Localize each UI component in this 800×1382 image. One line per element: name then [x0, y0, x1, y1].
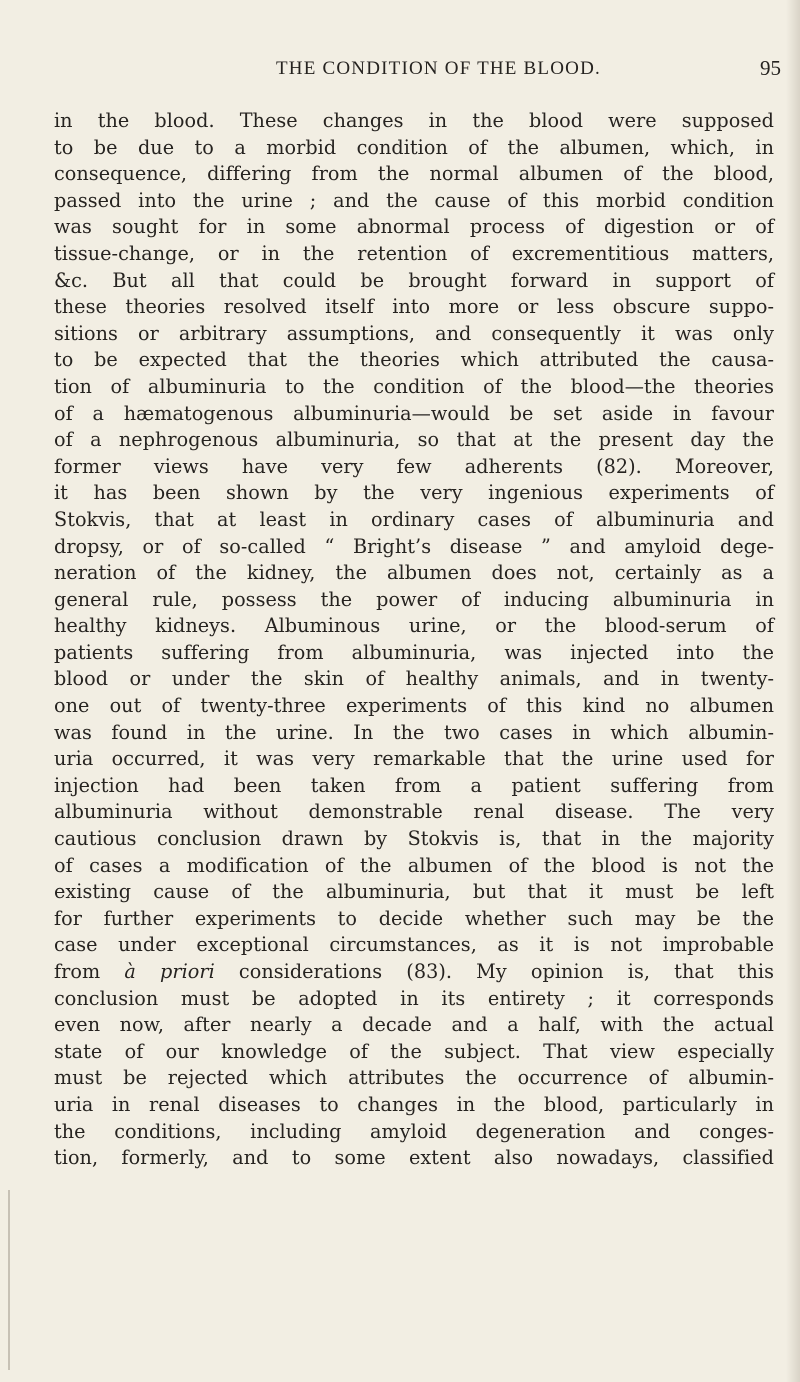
text-line: tissue-change, or in the retention of excrementitious matters, [54, 241, 774, 265]
text-line: to be due to a morbid condition of the albumen, which, in [54, 135, 774, 159]
text-line: patients suffering from albuminuria, was injected into the [54, 640, 774, 664]
text-line: dropsy, or of so-called “ Bright’s disease ” and amyloid dege- [54, 534, 774, 558]
text-line: blood or under the skin of healthy animals, and in twenty- [54, 667, 774, 691]
text-line: these theories resolved itself into more or less obscure suppo- [54, 295, 774, 319]
text-line: one out of twenty-three experiments of this kind no albumen [54, 694, 774, 718]
text-line: tion of albuminuria to the condition of the blood—the theories [54, 374, 774, 398]
text-line: it has been shown by the very ingenious experiments of [54, 481, 774, 505]
page-edge-mark [8, 1190, 10, 1370]
text-line: healthy kidneys. Albuminous urine, or the blood-serum of [54, 614, 774, 638]
text-line: from à priori considerations (83). My opinion is, that this [54, 960, 775, 983]
text-line: even now, after nearly a decade and a half, with the actual [54, 1013, 774, 1037]
text-line: for further experiments to decide whether such may be the [54, 906, 774, 930]
text-line: of a hæmatogenous albuminuria—would be set aside in favour [54, 401, 774, 425]
text-line: of cases a modification of the albumen of the blood is not the [54, 853, 774, 877]
italic-phrase: à priori [124, 960, 215, 983]
text-line: &c. But all that could be brought forward in support of [54, 268, 774, 292]
text-line: of a nephrogenous albuminuria, so that at the present day the [54, 428, 774, 452]
text-line: tion, formerly, and to some extent also nowadays, classified [54, 1146, 774, 1170]
text-line: cautious conclusion drawn by Stokvis is, that in the majority [54, 827, 774, 851]
text-line: was sought for in some abnormal process of digestion or of [54, 215, 774, 239]
text-line: injection had been taken from a patient suffering from [54, 773, 774, 797]
text-line: to be expected that the theories which attributed the causa- [54, 348, 774, 372]
text-line: Stokvis, that at least in ordinary cases of albuminuria and [54, 507, 774, 531]
text-line: general rule, possess the power of inducing albuminuria in [54, 587, 774, 611]
text-line: passed into the urine ; and the cause of this morbid condition [54, 188, 774, 212]
text-line: uria in renal diseases to changes in the blood, particularly in [54, 1092, 774, 1116]
text-line: state of our knowledge of the subject. That view especially [54, 1039, 774, 1063]
text-line: must be rejected which attributes the occurrence of albumin- [54, 1066, 774, 1090]
text-line: conclusion must be adopted in its entirety ; it corresponds [54, 986, 774, 1010]
body-text [54, 108, 774, 1172]
running-head: THE CONDITION OF THE BLOOD. [276, 58, 601, 79]
text-line: consequence, differing from the normal albumen of the blood, [54, 162, 774, 186]
page-number: 95 [760, 56, 781, 80]
text-line: existing cause of the albuminuria, but that it must be left [54, 880, 774, 904]
text-line: former views have very few adherents (82). Moreover, [54, 454, 774, 478]
text-line: uria occurred, it was very remarkable that the urine used for [54, 747, 774, 771]
text-line: neration of the kidney, the albumen does not, certainly as a [54, 561, 774, 585]
text-line: was found in the urine. In the two cases in which albumin- [54, 720, 774, 744]
text-line: sitions or arbitrary assumptions, and consequently it was only [54, 321, 774, 345]
text-line: the conditions, including amyloid degeneration and conges- [54, 1119, 774, 1143]
page-edge-shadow [786, 0, 800, 1382]
page-header [0, 58, 800, 98]
text-line: in the blood. These changes in the blood were supposed [54, 109, 774, 132]
text-line: case under exceptional circumstances, as it is not improbable [54, 933, 774, 957]
text-line: albuminuria without demonstrable renal disease. The very [54, 800, 774, 824]
